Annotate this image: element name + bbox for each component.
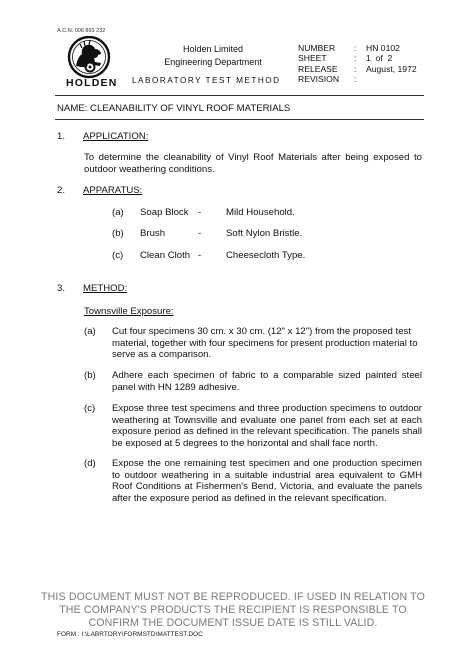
section-application-text: To determine the cleanability of Vinyl Roof Materials after being exposed to outdoor weathering conditions. bbox=[84, 152, 422, 175]
method-step: (b) Adhere each specimen of fabric to a comparable sized painted steel panel with HN 1289 adhesive. bbox=[84, 370, 422, 393]
test-name: NAME: CLEANABILITY OF VINYL ROOF MATERIALS bbox=[57, 103, 291, 114]
document-type: LABORATORY TEST METHOD bbox=[132, 76, 281, 85]
document-meta-table bbox=[298, 43, 417, 84]
reproduction-notice: THIS DOCUMENT MUST NOT BE REPRODUCED. IF USED IN RELATION TO THE COMPANY'S PRODUCTS THE RECIPIENT IS RESPONSIBLE TO CONFIRM THE DOCUMENT ISSUE DATE IS STILL VALID. bbox=[41, 591, 425, 629]
apparatus-item: (b) Brush - Soft Nylon Bristle. bbox=[112, 228, 303, 239]
method-step: (c) Expose three test specimens and three production specimens to outdoor weathering at Townsville and evaluate one panel from each set at each exposure period as defined in the relevant specification. The panels shall be exposed at 5 degrees to the horizontal and shall face north. bbox=[84, 403, 422, 449]
company-block bbox=[150, 43, 276, 69]
meta-row-sheet: SHEET : 1 of 2 bbox=[298, 53, 393, 64]
method-subtitle: Townsville Exposure: bbox=[84, 306, 174, 317]
meta-row-revision: REVISION : bbox=[298, 73, 357, 84]
meta-row-release: RELEASE : August, 1972 bbox=[298, 63, 417, 74]
header-divider-bottom bbox=[55, 119, 424, 120]
brand-wordmark: HOLDEN bbox=[66, 77, 118, 89]
method-step: (a) Cut four specimens 30 cm. x 30 cm. (12" x 12") from the proposed test material, together with four specimens for present production material to serve as a comparison. bbox=[84, 326, 418, 360]
apparatus-item: (c) Clean Cloth - Cheesecloth Type. bbox=[112, 250, 306, 261]
department-name: Engineering Department bbox=[164, 57, 262, 67]
acn-number: A.C.N. 006 893 232 bbox=[57, 28, 106, 34]
form-path: FORM : I:\LABRTORY\FORMSTD\MATTEST.DOC bbox=[57, 631, 203, 638]
company-name: Holden Limited bbox=[182, 44, 244, 54]
header-divider-top bbox=[55, 95, 424, 96]
apparatus-item: (a) Soap Block - Mild Household. bbox=[112, 207, 295, 218]
section-apparatus-heading: 2. APPARATUS: bbox=[57, 185, 143, 196]
section-method-heading: 3. METHOD: bbox=[57, 283, 128, 294]
section-application-heading: 1. APPLICATION: bbox=[57, 131, 149, 142]
method-step: (d) Expose the one remaining test specimen and one production specimen to outdoor weathering in a suitable industrial area equivalent to GMH Roof Conditions at Fishermen's Bend, Victoria, and evaluate the panels after the exposure period as defined in the relevant specification. bbox=[84, 458, 422, 504]
meta-row-number: NUMBER : HN 0102 bbox=[298, 43, 400, 53]
